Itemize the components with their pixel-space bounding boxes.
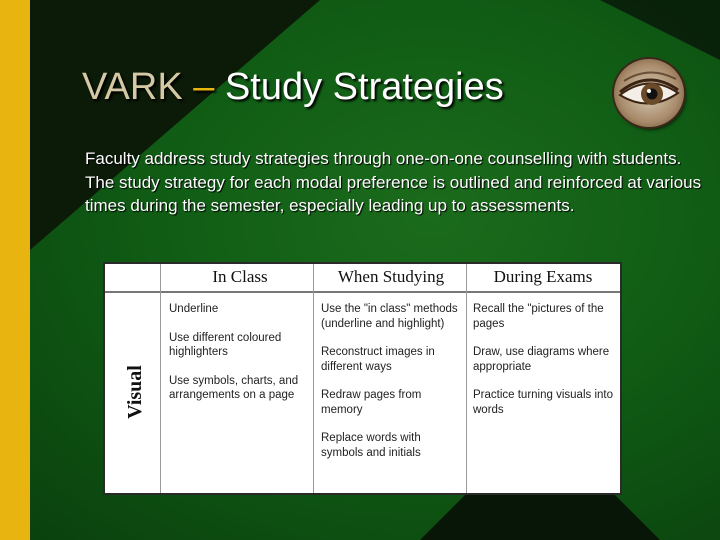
vark-table: [103, 262, 622, 495]
cell-during-exams: [473, 302, 613, 431]
column-divider: [313, 264, 314, 493]
title-dash: –: [193, 66, 215, 108]
list-item: Replace words with symbols and initials: [321, 432, 421, 459]
list-item: Use the "in class" methods (underline and highlight): [321, 303, 458, 330]
accent-bar: [0, 0, 30, 540]
background-dark-corner: [600, 0, 720, 60]
row-label-text: Visual: [124, 365, 146, 419]
title-vark: VARK: [82, 66, 183, 108]
list-item: Reconstruct images in different ways: [321, 346, 435, 373]
row-label: [115, 352, 155, 432]
cell-when-studying: [321, 302, 461, 474]
title-rest: Study Strategies: [224, 66, 504, 108]
list-item: Use different coloured highlighters: [169, 331, 282, 358]
header-when-studying: When Studying: [337, 267, 445, 286]
header-during-exams: During Exams: [493, 267, 593, 286]
list-item: Redraw pages from memory: [321, 389, 422, 416]
column-divider: [466, 264, 467, 493]
header-in-class: In Class: [212, 267, 268, 286]
list-item: Draw, use diagrams where appropriate: [473, 346, 610, 373]
cell-in-class: [169, 302, 309, 417]
body-text: Faculty address study strategies through one-on-one counselling with students. The study strategy for each modal preference is outlined and reinforced at various times during the semester, especially leading up to assessments.: [85, 149, 702, 215]
list-item: Recall the "pictures of the pages: [473, 303, 604, 330]
header-divider: [105, 291, 620, 293]
slide-title: [82, 66, 504, 109]
list-item: Use symbols, charts, and arrangements on a page: [169, 374, 299, 401]
eye-icon: [614, 59, 684, 127]
list-item: Practice turning visuals into words: [473, 389, 613, 416]
column-divider: [160, 264, 161, 493]
list-item: Underline: [169, 303, 219, 315]
